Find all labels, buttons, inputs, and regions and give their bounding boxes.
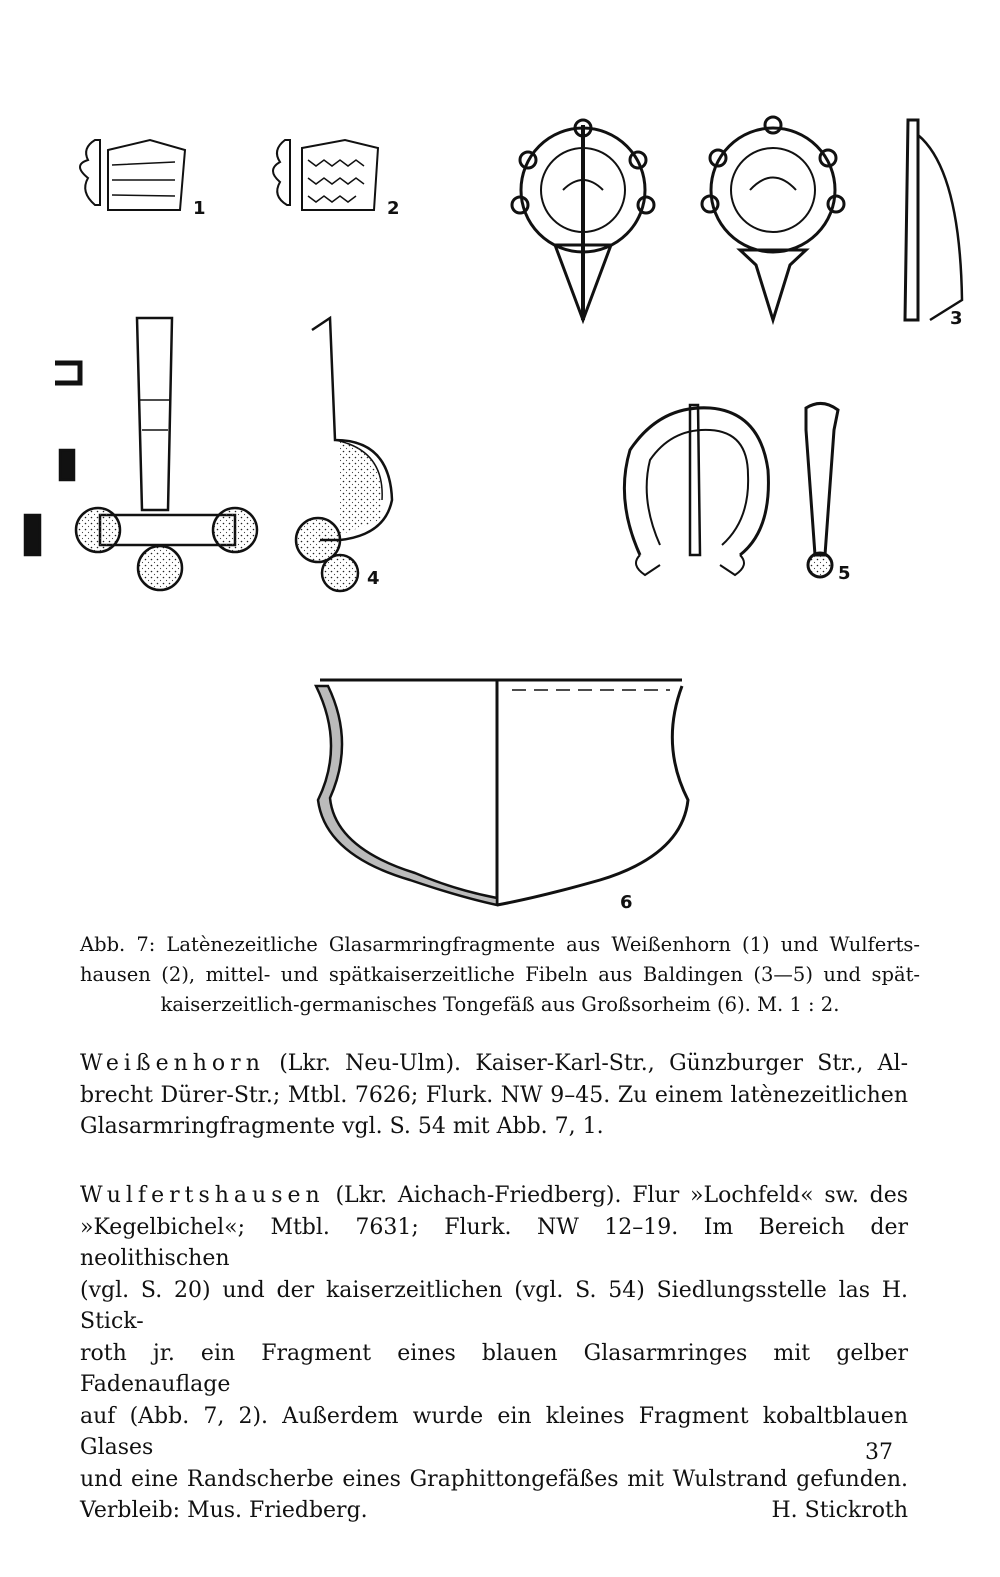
figure-caption [80,930,920,1020]
figure-label-5: 5 [838,563,851,584]
place-name-weissenhorn: Weißenhorn [80,1051,265,1076]
entry-weissenhorn [80,1048,908,1143]
glass-fragment-2-drawing [273,140,378,210]
figure-label-1: 1 [193,198,206,219]
entry-text: roth jr. ein Fragment eines blauen Glasarmringes mit gelber Fadenauflage [80,1340,908,1397]
entry-text: (vgl. S. 20) und der kaiserzeitlichen (vgl. S. 54) Siedlungsstelle las H. Stick- [80,1277,908,1334]
figure-label-2: 2 [387,198,400,219]
vessel-6-drawing [316,680,688,905]
openwork-brooch-3-drawing [512,117,962,320]
page-number: 37 [865,1440,893,1465]
crossbow-brooch-4-drawing [25,318,392,591]
glass-fragment-1-drawing [80,140,185,210]
entry-text: und eine Randscherbe eines Graphittongefäßes mit Wulstrand gefunden. [80,1466,908,1492]
entry-text: auf (Abb. 7, 2). Außerdem wurde ein kleines Fragment kobaltblauen Glases [80,1403,908,1460]
author-name: H. Stickroth [771,1498,908,1523]
penannular-brooch-5-drawing [624,403,838,577]
figure-label-3: 3 [950,308,963,329]
entry-text: brecht Dürer-Str.; Mtbl. 7626; Flurk. NW 9–45. Zu einem latènezeitlichen [80,1082,908,1108]
entry-wulfertshausen [80,1180,908,1527]
entry-text: Verbleib: Mus. Friedberg. [80,1498,368,1523]
entry-text: (Lkr. Neu-Ulm). Kaiser-Karl-Str., Günzburger Str., Al- [264,1051,908,1076]
figure-label-6: 6 [620,892,633,913]
figure-label-4: 4 [367,568,380,589]
caption-line: hausen (2), mittel- und spätkaiserzeitliche Fibeln aus Baldingen (3—5) und spät- [80,963,920,986]
place-name-wulfertshausen: Wulfertshausen [80,1183,325,1208]
caption-line: Abb. 7: Latènezeitliche Glasarmringfragmente aus Weißenhorn (1) und Wulferts- [80,933,920,956]
entry-text: »Kegelbichel«; Mtbl. 7631; Flurk. NW 12–19. Im Bereich der neolithischen [80,1214,908,1271]
entry-last-line [80,1495,908,1527]
entry-text: Glasarmringfragmente vgl. S. 54 mit Abb. 7, 1. [80,1114,604,1139]
caption-line: kaiserzeitlich-germanisches Tongefäß aus Großsorheim (6). M. 1 : 2. [160,993,840,1016]
entry-text: (Lkr. Aichach-Friedberg). Flur »Lochfeld« sw. des [324,1183,908,1208]
